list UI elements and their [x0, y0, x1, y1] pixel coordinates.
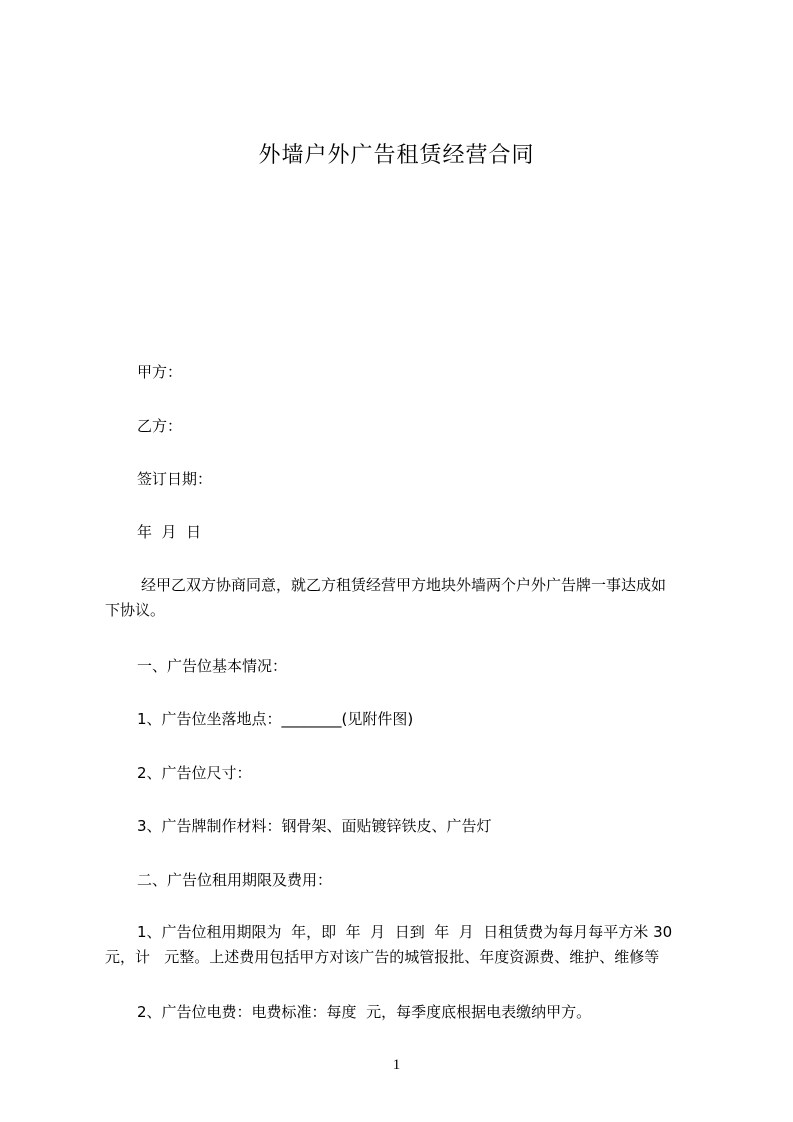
section-2-item-1 [105, 920, 705, 970]
section-1-heading: 一、广告位基本情况： [137, 657, 288, 675]
section-1-item-3: 3、广告牌制作材料：钢骨架、面贴镀锌铁皮、广告灯 [137, 817, 492, 835]
intro-paragraph [105, 573, 705, 623]
intro-line-2: 下协议。 [105, 601, 166, 619]
section-1-item-2: 2、广告位尺寸： [137, 764, 252, 782]
party-b-label: 乙方： [137, 417, 183, 435]
date-line: 年 月 日 [137, 523, 202, 541]
page-number: 1 [392, 1057, 401, 1073]
document-title: 外墙户外广告租赁经营合同 [258, 143, 535, 168]
section-2-item-1-line-1: 1、广告位租用期限为 年，即 年 月 日到 年 月 日租赁费为每月每平方米 30 [137, 923, 673, 941]
section-1-item-1: 1、广告位坐落地点：________(见附件图) [137, 710, 414, 728]
section-2-item-1-line-2: 元，计 元整。上述费用包括甲方对该广告的城管报批、年度资源费、维护、维修等 [105, 948, 660, 966]
sign-date-label: 签订日期： [137, 470, 213, 488]
section-2-item-2: 2、广告位电费：电费标准：每度 元，每季度底根据电表缴纳甲方。 [137, 1003, 592, 1021]
section-2-heading: 二、广告位租用期限及费用： [137, 871, 333, 889]
party-a-label: 甲方： [137, 363, 183, 381]
intro-line-1: 经甲乙双方协商同意，就乙方租赁经营甲方地块外墙两个户外广告牌一事达成如 [141, 576, 667, 594]
